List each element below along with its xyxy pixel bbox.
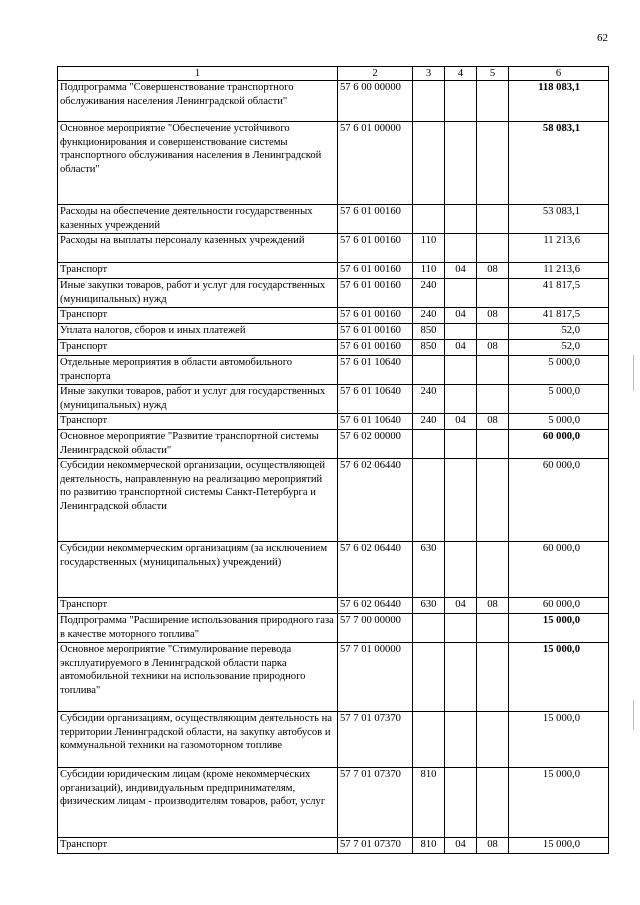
row-col3-cell	[413, 712, 445, 768]
table-row	[58, 356, 609, 385]
row-col3-cell	[413, 205, 445, 234]
row-col5-cell	[477, 279, 509, 308]
row-amount-cell: 41 817,5	[509, 308, 609, 324]
row-col5-cell	[477, 430, 509, 459]
row-amount-cell: 52,0	[509, 324, 609, 340]
row-code-cell: 57 6 01 10640	[338, 385, 413, 414]
row-amount-cell: 5 000,0	[509, 414, 609, 430]
row-col5-cell	[477, 324, 509, 340]
row-code-cell: 57 7 01 07370	[338, 768, 413, 838]
table-row	[58, 414, 609, 430]
row-label-cell: Отдельные мероприятия в области автомобильного транспорта	[58, 356, 338, 385]
row-col4-cell	[445, 643, 477, 712]
row-col4-cell	[445, 234, 477, 263]
row-col4-cell: 04	[445, 598, 477, 614]
row-label-cell: Субсидии юридическим лицам (кроме некоммерческих организаций), индивидуальным предпринимателям, физическим лицам - производителям товаров, работ, услуг	[58, 768, 338, 838]
row-code-cell: 57 6 01 00160	[338, 263, 413, 279]
row-amount-cell: 15 000,0	[509, 712, 609, 768]
page-number: 62	[597, 32, 608, 44]
row-col3-cell	[413, 459, 445, 542]
row-col3-cell	[413, 614, 445, 643]
row-col5-cell	[477, 542, 509, 598]
row-col3-cell: 810	[413, 838, 445, 854]
table-row	[58, 205, 609, 234]
row-label-cell: Иные закупки товаров, работ и услуг для государственных (муниципальных) нужд	[58, 279, 338, 308]
row-amount-cell: 15 000,0	[509, 838, 609, 854]
row-col3-cell: 850	[413, 324, 445, 340]
row-col4-cell	[445, 430, 477, 459]
row-code-cell: 57 7 01 07370	[338, 838, 413, 854]
row-col5-cell	[477, 459, 509, 542]
row-col3-cell: 240	[413, 385, 445, 414]
table-row	[58, 308, 609, 324]
row-label-cell: Подпрограмма "Расширение использования природного газа в качестве моторного топлива"	[58, 614, 338, 643]
row-col4-cell	[445, 205, 477, 234]
table-row	[58, 838, 609, 854]
row-col3-cell: 110	[413, 234, 445, 263]
row-amount-cell: 53 083,1	[509, 205, 609, 234]
scan-edge-mark	[633, 700, 634, 730]
row-label-cell: Расходы на выплаты персоналу казенных учреждений	[58, 234, 338, 263]
table-row	[58, 598, 609, 614]
row-col5-cell: 08	[477, 340, 509, 356]
table-row	[58, 459, 609, 542]
row-code-cell: 57 6 01 00160	[338, 279, 413, 308]
row-amount-cell: 60 000,0	[509, 542, 609, 598]
row-col5-cell: 08	[477, 308, 509, 324]
header-row	[58, 67, 609, 81]
row-label-cell: Транспорт	[58, 414, 338, 430]
row-col3-cell: 850	[413, 340, 445, 356]
row-col4-cell	[445, 712, 477, 768]
row-col4-cell	[445, 614, 477, 643]
row-code-cell: 57 7 01 00000	[338, 643, 413, 712]
row-amount-cell: 15 000,0	[509, 768, 609, 838]
row-col3-cell	[413, 430, 445, 459]
row-col4-cell	[445, 324, 477, 340]
row-label-cell: Уплата налогов, сборов и иных платежей	[58, 324, 338, 340]
row-col4-cell	[445, 279, 477, 308]
row-amount-cell: 5 000,0	[509, 385, 609, 414]
row-code-cell: 57 6 01 00160	[338, 234, 413, 263]
row-label-cell: Субсидии организациям, осуществляющим деятельность на территории Ленинградской области, на закупку автобусов и коммунальной техники на газомоторном топливе	[58, 712, 338, 768]
row-col4-cell: 04	[445, 414, 477, 430]
row-code-cell: 57 7 01 07370	[338, 712, 413, 768]
row-col3-cell: 630	[413, 542, 445, 598]
row-amount-cell: 5 000,0	[509, 356, 609, 385]
row-col3-cell	[413, 356, 445, 385]
table-row	[58, 234, 609, 263]
row-col5-cell: 08	[477, 838, 509, 854]
row-label-cell: Подпрограмма "Совершенствование транспортного обслуживания населения Ленинградской области"	[58, 81, 338, 122]
row-label-cell: Основное мероприятие "Стимулирование перевода эксплуатируемого в Ленинградской области парка автомобильной техники на использование природного топлива"	[58, 643, 338, 712]
row-amount-cell: 118 083,1	[509, 81, 609, 122]
row-col5-cell	[477, 122, 509, 205]
row-amount-cell: 60 000,0	[509, 430, 609, 459]
row-col4-cell: 04	[445, 263, 477, 279]
header-cell: 4	[445, 67, 477, 81]
table-row	[58, 430, 609, 459]
table-row	[58, 81, 609, 122]
row-code-cell: 57 6 01 00160	[338, 340, 413, 356]
row-code-cell: 57 6 01 00160	[338, 205, 413, 234]
row-code-cell: 57 6 02 06440	[338, 598, 413, 614]
row-col5-cell: 08	[477, 263, 509, 279]
row-label-cell: Основное мероприятие "Обеспечение устойчивого функционирования и совершенствование системы транспортного обслуживания населения в Ленинградской области"	[58, 122, 338, 205]
table-row	[58, 122, 609, 205]
row-amount-cell: 52,0	[509, 340, 609, 356]
header-cell: 5	[477, 67, 509, 81]
row-col5-cell	[477, 712, 509, 768]
table-body	[58, 67, 609, 854]
row-label-cell: Субсидии некоммерческим организациям (за исключением государственных (муниципальных) учреждений)	[58, 542, 338, 598]
row-col5-cell	[477, 356, 509, 385]
row-col3-cell	[413, 122, 445, 205]
row-code-cell: 57 6 02 06440	[338, 542, 413, 598]
row-col5-cell: 08	[477, 414, 509, 430]
row-col3-cell: 630	[413, 598, 445, 614]
row-label-cell: Основное мероприятие "Развитие транспортной системы Ленинградской области"	[58, 430, 338, 459]
row-label-cell: Расходы на обеспечение деятельности государственных казенных учреждений	[58, 205, 338, 234]
row-code-cell: 57 6 02 00000	[338, 430, 413, 459]
row-label-cell: Транспорт	[58, 263, 338, 279]
row-col5-cell	[477, 643, 509, 712]
row-label-cell: Иные закупки товаров, работ и услуг для государственных (муниципальных) нужд	[58, 385, 338, 414]
row-code-cell: 57 6 01 00160	[338, 308, 413, 324]
row-code-cell: 57 6 00 00000	[338, 81, 413, 122]
row-label-cell: Транспорт	[58, 340, 338, 356]
row-label-cell: Транспорт	[58, 838, 338, 854]
row-col4-cell	[445, 356, 477, 385]
table-row	[58, 712, 609, 768]
row-col4-cell	[445, 768, 477, 838]
row-amount-cell: 11 213,6	[509, 234, 609, 263]
row-code-cell: 57 6 01 00160	[338, 324, 413, 340]
row-col3-cell	[413, 81, 445, 122]
table-row	[58, 768, 609, 838]
row-col3-cell	[413, 643, 445, 712]
table-row	[58, 324, 609, 340]
budget-table	[57, 66, 609, 854]
row-col5-cell	[477, 205, 509, 234]
table-row	[58, 279, 609, 308]
row-amount-cell: 15 000,0	[509, 643, 609, 712]
row-amount-cell: 58 083,1	[509, 122, 609, 205]
row-label-cell: Субсидии некоммерческой организации, осуществляющей деятельность, направленную на реализацию мероприятий по развитию транспортной системы Санкт-Петербурга и Ленинградской области	[58, 459, 338, 542]
row-col3-cell: 810	[413, 768, 445, 838]
row-code-cell: 57 6 01 10640	[338, 356, 413, 385]
scan-edge-mark	[633, 355, 634, 391]
row-col4-cell	[445, 122, 477, 205]
row-code-cell: 57 7 00 00000	[338, 614, 413, 643]
row-col5-cell: 08	[477, 598, 509, 614]
header-cell: 2	[338, 67, 413, 81]
row-col5-cell	[477, 768, 509, 838]
row-col3-cell: 240	[413, 414, 445, 430]
row-amount-cell: 15 000,0	[509, 614, 609, 643]
row-col3-cell: 110	[413, 263, 445, 279]
header-cell: 6	[509, 67, 609, 81]
row-label-cell: Транспорт	[58, 598, 338, 614]
header-cell: 3	[413, 67, 445, 81]
row-label-cell: Транспорт	[58, 308, 338, 324]
table-row	[58, 385, 609, 414]
row-code-cell: 57 6 01 00000	[338, 122, 413, 205]
row-amount-cell: 60 000,0	[509, 459, 609, 542]
header-cell: 1	[58, 67, 338, 81]
row-col4-cell: 04	[445, 340, 477, 356]
table-row	[58, 542, 609, 598]
row-col4-cell	[445, 81, 477, 122]
row-amount-cell: 60 000,0	[509, 598, 609, 614]
row-col5-cell	[477, 614, 509, 643]
row-col3-cell: 240	[413, 308, 445, 324]
row-col5-cell	[477, 234, 509, 263]
row-code-cell: 57 6 01 10640	[338, 414, 413, 430]
table-row	[58, 614, 609, 643]
row-col4-cell	[445, 385, 477, 414]
row-col3-cell: 240	[413, 279, 445, 308]
table-row	[58, 340, 609, 356]
table-row	[58, 263, 609, 279]
row-code-cell: 57 6 02 06440	[338, 459, 413, 542]
row-amount-cell: 41 817,5	[509, 279, 609, 308]
row-amount-cell: 11 213,6	[509, 263, 609, 279]
row-col4-cell	[445, 459, 477, 542]
row-col4-cell	[445, 542, 477, 598]
table-row	[58, 643, 609, 712]
row-col5-cell	[477, 385, 509, 414]
row-col4-cell: 04	[445, 308, 477, 324]
row-col5-cell	[477, 81, 509, 122]
row-col4-cell: 04	[445, 838, 477, 854]
